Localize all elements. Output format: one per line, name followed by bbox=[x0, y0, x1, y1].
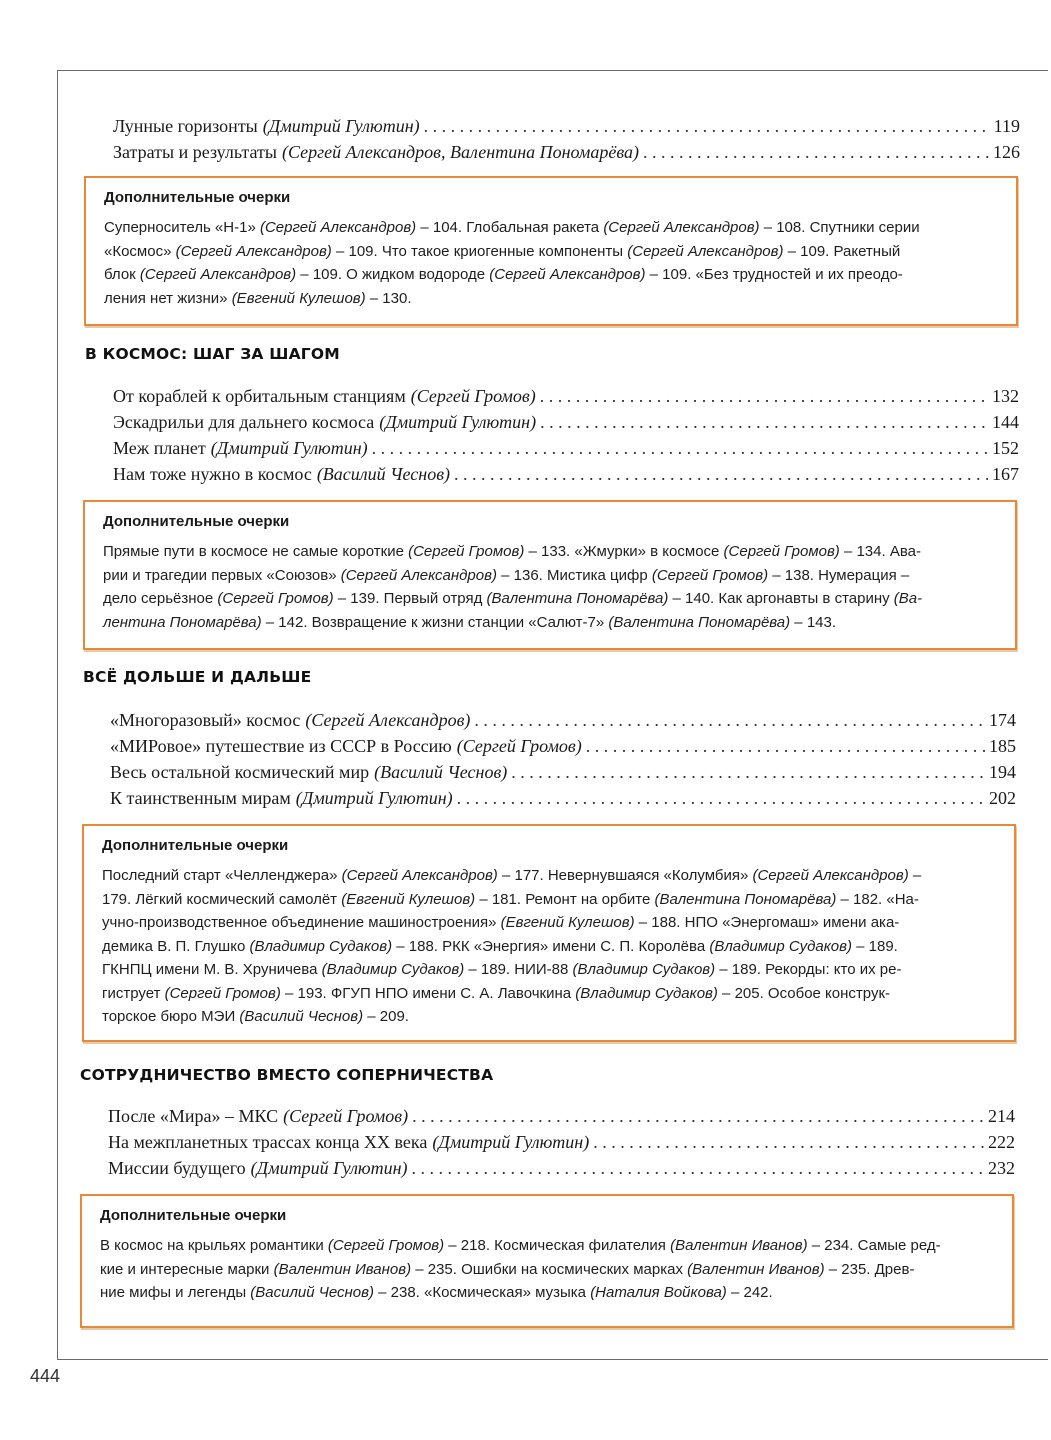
entry-title: Затраты и результаты bbox=[113, 142, 277, 162]
author-name: (Сергей Громов) bbox=[164, 984, 281, 1002]
author-name: (Василий Чеснов) bbox=[239, 1008, 364, 1025]
entry-title: На межпланетных трассах конца XX века bbox=[108, 1132, 428, 1152]
toc-entry[interactable] bbox=[110, 734, 1016, 758]
essay-text: рии и трагедии первых «Союзов» bbox=[103, 566, 341, 584]
author-name: (Владимир Судаков) bbox=[575, 984, 718, 1002]
essay-text: – 189. bbox=[851, 937, 898, 955]
essay-text: – 238. «Космическая» музыка bbox=[373, 1284, 591, 1301]
author-name: (Сергей Александров) bbox=[341, 867, 498, 884]
dot-leader bbox=[412, 1156, 984, 1180]
essay-text: «Космос» bbox=[104, 242, 176, 260]
author-name: (Владимир Судаков) bbox=[249, 937, 393, 955]
entry-page: 214 bbox=[988, 1106, 1015, 1126]
author-name: (Сергей Александров) bbox=[752, 867, 909, 884]
toc-entry[interactable] bbox=[110, 786, 1016, 810]
entry-author: (Сергей Александров, Валентина Пономарёва) bbox=[281, 142, 640, 162]
entry-title: «Многоразовый» космос bbox=[110, 710, 301, 730]
dot-leader bbox=[593, 1130, 984, 1154]
essay-text: – 130. bbox=[365, 289, 412, 307]
entry-title: Меж планет bbox=[113, 438, 206, 458]
essay-text: Прямые пути в космосе не самые короткие bbox=[103, 543, 409, 560]
author-name: (Сергей Громов) bbox=[217, 590, 334, 607]
essay-text: – 242. bbox=[726, 1284, 773, 1301]
entry-page: 222 bbox=[988, 1132, 1015, 1152]
toc-entry[interactable] bbox=[108, 1130, 1015, 1154]
entry-page: 194 bbox=[989, 762, 1016, 782]
essay-text: 179. Лёгкий космический самолёт bbox=[102, 890, 342, 908]
essay-text: блок bbox=[104, 266, 140, 283]
dot-leader bbox=[643, 140, 989, 164]
author-name: (Валентин Иванов) bbox=[687, 1260, 825, 1278]
additional-essays-box bbox=[84, 176, 1018, 326]
entry-page: 185 bbox=[989, 736, 1016, 756]
author-name: (Сергей Александров) bbox=[175, 242, 332, 260]
entry-page: 202 bbox=[989, 788, 1016, 808]
toc-entry[interactable] bbox=[113, 462, 1019, 486]
toc-entry[interactable] bbox=[110, 708, 1016, 732]
toc-entry[interactable] bbox=[108, 1156, 1015, 1180]
essay-text: – 140. Как аргонавты в старину bbox=[668, 590, 894, 607]
section-heading: В КОСМОС: ШАГ ЗА ШАГОМ bbox=[85, 345, 340, 363]
box-text-line bbox=[103, 587, 1001, 611]
box-text-line bbox=[100, 1234, 998, 1258]
essay-text: – 218. Космическая филателия bbox=[444, 1237, 671, 1254]
essay-text: учно-производственное объединение машиностроения» bbox=[102, 914, 501, 931]
essay-text: – 136. Мистика цифр bbox=[496, 566, 652, 584]
entry-author: (Дмитрий Гулютин) bbox=[262, 116, 420, 136]
section-heading: ВСЁ ДОЛЬШЕ И ДАЛЬШЕ bbox=[83, 668, 312, 686]
box-text-line bbox=[100, 1258, 998, 1282]
essay-text: – 104. Глобальная ракета bbox=[416, 219, 604, 236]
essay-text: кие и интересные марки bbox=[100, 1260, 274, 1278]
entry-page: 232 bbox=[988, 1158, 1015, 1178]
box-text-line bbox=[102, 911, 1000, 935]
essay-text: – 109. О жидком водороде bbox=[296, 266, 490, 283]
box-text-line bbox=[100, 1281, 998, 1305]
author-name: (Владимир Судаков) bbox=[321, 961, 465, 978]
box-text-line bbox=[102, 935, 1000, 959]
entry-page: 152 bbox=[992, 438, 1019, 458]
essay-text: В космос на крыльях романтики bbox=[100, 1237, 328, 1254]
additional-essays-box bbox=[82, 824, 1016, 1042]
entry-title: Миссии будущего bbox=[108, 1158, 246, 1178]
entry-title: Эскадрильи для дальнего космоса bbox=[113, 412, 375, 432]
box-heading: Дополнительные очерки bbox=[104, 189, 291, 206]
dot-leader bbox=[586, 734, 985, 758]
dot-leader bbox=[457, 786, 985, 810]
section-heading: СОТРУДНИЧЕСТВО ВМЕСТО СОПЕРНИЧЕСТВА bbox=[80, 1066, 494, 1084]
box-text-line bbox=[104, 263, 1002, 287]
author-name: (Валентина Пономарёва) bbox=[654, 890, 837, 908]
entry-page: 174 bbox=[989, 710, 1016, 730]
essay-text: – 181. Ремонт на орбите bbox=[475, 890, 655, 908]
author-name: лентина Пономарёва) bbox=[103, 613, 262, 631]
entry-author: (Дмитрий Гулютин) bbox=[210, 438, 368, 458]
dot-leader bbox=[540, 410, 988, 434]
entry-author: (Василий Чеснов) bbox=[316, 464, 451, 484]
box-text-line bbox=[104, 240, 1002, 264]
entry-author: (Василий Чеснов) bbox=[374, 762, 508, 782]
toc-entry[interactable] bbox=[113, 436, 1019, 460]
entry-title: После «Мира» – МКС bbox=[108, 1106, 279, 1126]
author-name: (Сергей Александров) bbox=[139, 266, 297, 283]
box-text-line bbox=[102, 888, 1000, 912]
entry-author: (Дмитрий Гулютин) bbox=[250, 1158, 408, 1178]
entry-page: 167 bbox=[992, 464, 1019, 484]
essay-text: – 109. «Без трудностей и их преодо- bbox=[645, 266, 903, 283]
author-name: (Сергей Александров) bbox=[340, 566, 497, 584]
essay-text: – 142. Возвращение к жизни станции «Салют-7» bbox=[261, 613, 609, 631]
author-name: (Сергей Александров) bbox=[627, 242, 784, 260]
entry-title: Весь остальной космический мир bbox=[110, 762, 370, 782]
dot-leader bbox=[474, 708, 985, 732]
author-name: (Сергей Громов) bbox=[408, 543, 525, 560]
toc-entry[interactable] bbox=[113, 140, 1020, 164]
toc-entry[interactable] bbox=[108, 1104, 1015, 1128]
essay-text: – 189. НИИ-88 bbox=[464, 961, 573, 978]
author-name: (Наталия Войкова) bbox=[590, 1284, 727, 1301]
author-name: (Сергей Громов) bbox=[723, 543, 840, 560]
essay-text: – 189. Рекорды: кто их ре- bbox=[715, 961, 902, 978]
entry-author: (Сергей Громов) bbox=[410, 386, 536, 406]
author-name: (Евгений Кулешов) bbox=[500, 914, 635, 931]
dot-leader bbox=[412, 1104, 984, 1128]
essay-text: ления нет жизни» bbox=[104, 289, 232, 307]
essay-text: – 143. bbox=[790, 613, 837, 631]
dot-leader bbox=[454, 462, 988, 486]
essay-text: – 133. «Жмурки» в космосе bbox=[524, 543, 724, 560]
additional-essays-box bbox=[83, 500, 1017, 650]
entry-page: 132 bbox=[992, 386, 1019, 406]
toc-entry[interactable] bbox=[113, 410, 1019, 434]
essay-text: гиструет bbox=[102, 984, 165, 1002]
entry-author: (Дмитрий Гулютин) bbox=[432, 1132, 590, 1152]
box-heading: Дополнительные очерки bbox=[100, 1207, 287, 1224]
box-text-line bbox=[102, 1005, 1000, 1029]
essay-text: – 188. РКК «Энергия» имени С. П. Королёва bbox=[392, 937, 710, 955]
author-name: (Владимир Судаков) bbox=[709, 937, 852, 955]
author-name: (Владимир Судаков) bbox=[572, 961, 716, 978]
box-text-line bbox=[104, 287, 1002, 311]
author-name: (Валентин Иванов) bbox=[670, 1237, 808, 1254]
toc-entry[interactable] bbox=[113, 114, 1020, 138]
box-text bbox=[103, 540, 1001, 634]
essay-text: дело серьёзное bbox=[103, 590, 218, 607]
essay-text: – bbox=[908, 867, 922, 884]
essay-text: демика В. П. Глушко bbox=[102, 937, 250, 955]
box-text-line bbox=[102, 958, 1000, 982]
box-text-line bbox=[103, 540, 1001, 564]
essay-text: – 134. Ава- bbox=[839, 543, 921, 560]
essay-text: – 234. Самые ред- bbox=[807, 1237, 941, 1254]
entry-page: 144 bbox=[992, 412, 1019, 432]
entry-title: К таинственным мирам bbox=[110, 788, 291, 808]
entry-page: 126 bbox=[993, 142, 1020, 162]
entry-author: (Дмитрий Гулютин) bbox=[379, 412, 537, 432]
author-name: (Сергей Александров) bbox=[489, 266, 646, 283]
essay-text: – 109. Ракетный bbox=[783, 242, 901, 260]
author-name: (Сергей Александров) bbox=[603, 219, 760, 236]
entry-author: (Сергей Александров) bbox=[305, 710, 471, 730]
entry-title: От кораблей к орбитальным станциям bbox=[113, 386, 406, 406]
author-name: (Сергей Громов) bbox=[651, 566, 769, 584]
box-text bbox=[104, 216, 1002, 310]
box-text-line bbox=[102, 864, 1000, 888]
dot-leader bbox=[372, 436, 988, 460]
entry-title: «МИРовое» путешествие из СССР в Россию bbox=[110, 736, 452, 756]
essay-text: – 138. Нумерация – bbox=[768, 566, 910, 584]
essay-text: – 108. Спутники серии bbox=[759, 219, 920, 236]
box-heading: Дополнительные очерки bbox=[102, 837, 289, 854]
entry-author: (Сергей Громов) bbox=[456, 736, 582, 756]
box-heading: Дополнительные очерки bbox=[103, 513, 290, 530]
author-name: (Сергей Александров) bbox=[259, 219, 417, 236]
author-name: (Сергей Громов) bbox=[327, 1237, 445, 1254]
essay-text: – 109. Что такое криогенные компоненты bbox=[331, 242, 628, 260]
box-text-line bbox=[102, 982, 1000, 1006]
entry-title: Нам тоже нужно в космос bbox=[113, 464, 312, 484]
author-name: (Валентина Пономарёва) bbox=[486, 590, 669, 607]
essay-text: – 235. Древ- bbox=[824, 1260, 915, 1278]
box-text-line bbox=[104, 216, 1002, 240]
entry-author: (Сергей Громов) bbox=[283, 1106, 409, 1126]
essay-text: – 177. Невернувшаяся «Колумбия» bbox=[497, 867, 753, 884]
box-text bbox=[102, 864, 1000, 1029]
toc-entry[interactable] bbox=[113, 384, 1019, 408]
essay-text: – 209. bbox=[363, 1008, 409, 1025]
entry-title: Лунные горизонты bbox=[113, 116, 258, 136]
essay-text: Последний старт «Челленджера» bbox=[102, 867, 342, 884]
page-number: 444 bbox=[30, 1366, 61, 1386]
dot-leader bbox=[540, 384, 988, 408]
author-name: (Евгений Кулешов) bbox=[341, 890, 476, 908]
essay-text: ГКНПЦ имени М. В. Хруничева bbox=[102, 961, 322, 978]
box-text bbox=[100, 1234, 998, 1305]
essay-text: – 205. Особое конструк- bbox=[717, 984, 891, 1002]
toc-entry[interactable] bbox=[110, 760, 1016, 784]
author-name: (Ва- bbox=[893, 590, 923, 607]
author-name: (Валентин Иванов) bbox=[273, 1260, 412, 1278]
essay-text: – 182. «На- bbox=[836, 890, 919, 908]
dot-leader bbox=[424, 114, 990, 138]
author-name: (Евгений Кулешов) bbox=[231, 289, 366, 307]
author-name: (Василий Чеснов) bbox=[250, 1284, 374, 1301]
essay-text: – 139. Первый отряд bbox=[333, 590, 487, 607]
author-name: (Валентина Пономарёва) bbox=[608, 613, 791, 631]
box-text-line bbox=[103, 564, 1001, 588]
essay-text: ние мифы и легенды bbox=[100, 1284, 251, 1301]
essay-text: торское бюро МЭИ bbox=[102, 1008, 240, 1025]
dot-leader bbox=[511, 760, 985, 784]
essay-text: – 193. ФГУП НПО имени С. А. Лавочкина bbox=[280, 984, 576, 1002]
box-text-line bbox=[103, 611, 1001, 635]
essay-text: – 188. НПО «Энергомаш» имени ака- bbox=[634, 914, 900, 931]
entry-author: (Дмитрий Гулютин) bbox=[295, 788, 453, 808]
essay-text: Суперноситель «Н-1» bbox=[104, 219, 260, 236]
essay-text: – 235. Ошибки на космических марках bbox=[411, 1260, 688, 1278]
additional-essays-box bbox=[80, 1194, 1014, 1328]
entry-page: 119 bbox=[993, 116, 1020, 136]
